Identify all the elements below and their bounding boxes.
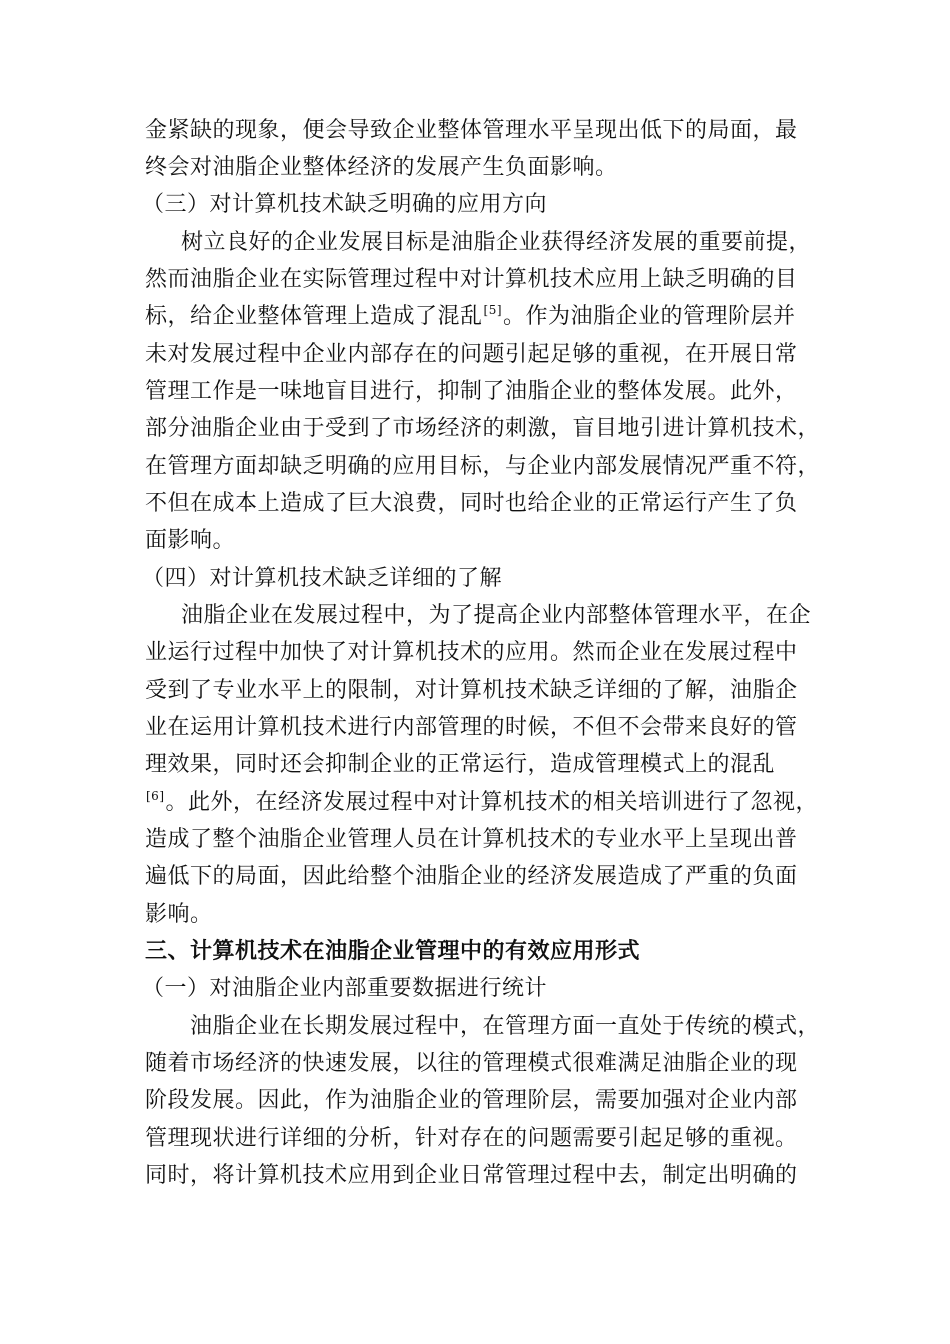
para4-line-5: 同时，将计算机技术应用到企业日常管理过程中去，制定出明确的 (145, 1163, 798, 1188)
subheading-3-1: （一）对油脂企业内部重要数据进行统计 (142, 976, 548, 1001)
para2-line-5: 管理工作是一味地盲目进行，抑制了油脂企业的整体发展。此外， (145, 379, 798, 404)
para2-line-8: 不但在成本上造成了巨大浪费，同时也给企业的正常运行产生了负 (145, 491, 798, 516)
citation-5: [5] (483, 303, 503, 317)
para4-line-3: 阶段发展。因此，作为油脂企业的管理阶层，需要加强对企业内部 (145, 1088, 798, 1113)
para2-line-1: 树立良好的企业发展目标是油脂企业获得经济发展的重要前提， (181, 230, 812, 255)
para3-line-4: 业在运用计算机技术进行内部管理的时候，不但不会带来良好的管 (145, 715, 798, 740)
para3-line-8: 遍低下的局面，因此给整个油脂企业的经济发展造成了严重的负面 (145, 864, 798, 889)
para3-line-6-text: 。此外，在经济发展过程中对计算机技术的相关培训进行了忽视， (165, 790, 819, 815)
para2-line-2: 然而油脂企业在实际管理过程中对计算机技术应用上缺乏明确的目 (145, 267, 798, 292)
subheading-3: （三）对计算机技术缺乏明确的应用方向 (142, 192, 548, 217)
para1-line-2: 终会对油脂企业整体经济的发展产生负面影响。 (145, 155, 618, 180)
para3-line-7: 造成了整个油脂企业管理人员在计算机技术的专业水平上呈现出普 (145, 827, 798, 852)
para2-line-3-text-a: 标，给企业整体管理上造成了混乱 (145, 304, 483, 329)
para3-line-2: 业运行过程中加快了对计算机技术的应用。然而企业在发展过程中 (145, 640, 798, 665)
para3-line-9: 影响。 (145, 902, 213, 927)
para4-line-1: 油脂企业在长期发展过程中，在管理方面一直处于传统的模式， (190, 1014, 821, 1039)
para2-line-7: 在管理方面却缺乏明确的应用目标，与企业内部发展情况严重不符， (145, 454, 821, 479)
para4-line-2: 随着市场经济的快速发展，以往的管理模式很难满足油脂企业的现 (145, 1051, 798, 1076)
para2-line-3-text-b: 。作为油脂企业的管理阶层并 (503, 304, 796, 329)
subheading-4: （四）对计算机技术缺乏详细的了解 (142, 566, 503, 591)
para2-line-9: 面影响。 (145, 528, 236, 553)
para4-line-4: 管理现状进行详细的分析，针对存在的问题需要引起足够的重视。 (145, 1126, 798, 1151)
para2-line-6: 部分油脂企业由于受到了市场经济的刺激，盲目地引进计算机技术， (145, 416, 821, 441)
section-heading-3: 三、计算机技术在油脂企业管理中的有效应用形式 (145, 939, 641, 964)
para3-line-1: 油脂企业在发展过程中，为了提高企业内部整体管理水平，在企 (181, 603, 812, 628)
para3-line-5: 理效果，同时还会抑制企业的正常运行，造成管理模式上的混乱 (145, 752, 776, 777)
para3-line-3: 受到了专业水平上的限制，对计算机技术缺乏详细的了解，油脂企 (145, 678, 798, 703)
para2-line-4: 未对发展过程中企业内部存在的问题引起足够的重视，在开展日常 (145, 342, 798, 367)
para3-line-6 (145, 784, 818, 821)
para1-line-1: 金紧缺的现象，便会导致企业整体管理水平呈现出低下的局面，最 (145, 118, 798, 143)
para2-line-3 (145, 298, 796, 335)
citation-6: [6] (146, 789, 165, 803)
